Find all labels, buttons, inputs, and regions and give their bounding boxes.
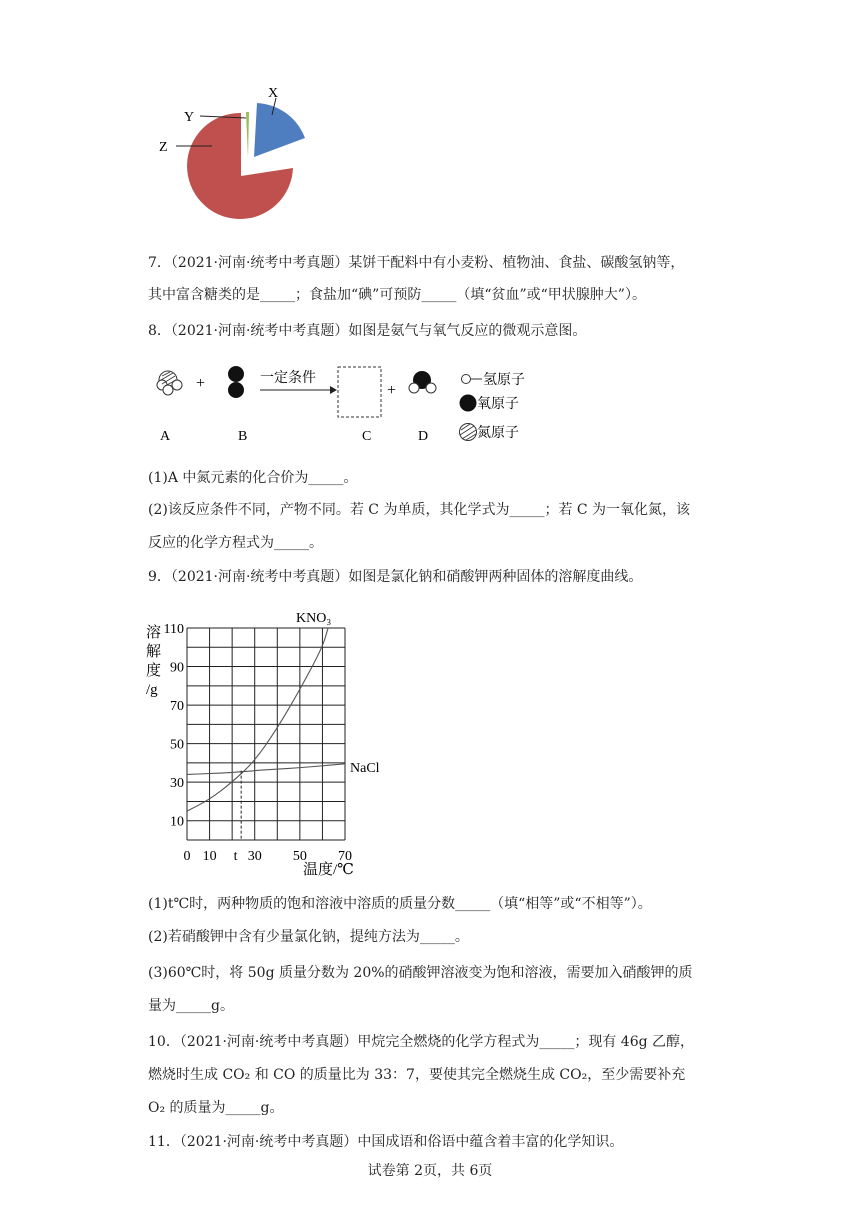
x-tick-label: 0	[183, 849, 191, 864]
q9-sub3-line1: (3)60℃时，将 50g 质量分数为 20%的硝酸钾溶液变为饱和溶液，需要加入硝酸钾的质	[148, 965, 693, 981]
label-a: A	[160, 429, 171, 444]
y-axis-label: /g	[146, 682, 158, 698]
page-footer: 试卷第 2页，共 6页	[367, 1163, 493, 1179]
y-tick-label: 50	[170, 737, 184, 753]
q7-line2: 其中富含糖类的是_____；食盐加“碘”可预防_____（填“贫血”或“甲状腺肿大”）。	[148, 287, 646, 303]
pie-label-x: X	[268, 86, 279, 101]
x-tick-label: 30	[247, 849, 262, 864]
q8-sub2-line2: 反应的化学方程式为_____。	[148, 535, 323, 551]
x-tick-label: 50	[292, 849, 307, 864]
molecule-b	[228, 366, 244, 398]
pie-label-y: Y	[184, 110, 195, 125]
y-tick-label: 10	[170, 814, 184, 830]
q10-line3: O₂ 的质量为_____g。	[148, 1100, 284, 1116]
y-tick-label: 110	[163, 622, 184, 637]
q7-line1: 7．（2021·河南·统考中考真题）某饼干配料中有小麦粉、植物油、食盐、碳酸氢钠等，	[148, 255, 685, 271]
solubility-chart	[140, 606, 400, 878]
plus-sign-1: +	[196, 375, 206, 392]
y-tick-label: 30	[170, 776, 184, 792]
q9-sub1: (1)t℃时，两种物质的饱和溶液中溶质的质量分数_____（填“相等”或“不相等”）。	[148, 896, 652, 912]
y-tick-label: 90	[170, 660, 184, 676]
pie-label-z: Z	[159, 140, 168, 155]
q11-line1: 11．（2021·河南·统考中考真题）中国成语和俗语中蕴含着丰富的化学知识。	[148, 1134, 624, 1150]
label-d: D	[418, 429, 429, 444]
q9-sub2: (2)若硝酸钾中含有少量氯化钠，提纯方法为_____。	[148, 929, 469, 945]
series-label-nacl: NaCl	[350, 761, 380, 776]
q8-line1: 8．（2021·河南·统考中考真题）如图是氨气与氧气反应的微观示意图。	[148, 323, 587, 339]
product-c-box	[338, 367, 381, 417]
q9-line1: 9．（2021·河南·统考中考真题）如图是氯化钠和硝酸钾两种固体的溶解度曲线。	[148, 569, 643, 585]
x-tick-label: 70	[338, 849, 352, 864]
condition-text: 一定条件	[260, 371, 316, 386]
x-tick-label: t	[233, 849, 238, 864]
series-line-kno3	[187, 628, 328, 811]
q9-sub3-line2: 量为_____g。	[148, 998, 234, 1014]
legend-oxygen: 氧原子	[477, 397, 519, 412]
legend-nitrogen-icon	[460, 424, 477, 441]
legend-hydrogen: 氢原子	[483, 373, 525, 388]
q10-line2: 燃烧时生成 CO₂ 和 CO 的质量比为 33：7，要使其完全燃烧生成 CO₂，至少需要补充	[148, 1067, 686, 1083]
label-b: B	[238, 429, 248, 444]
legend-nitrogen: 氮原子	[477, 426, 519, 441]
plus-sign-2: +	[387, 382, 397, 399]
x-axis-label: 温度/℃	[303, 862, 354, 878]
y-axis-label: 度	[146, 663, 162, 679]
q8-sub1: (1)A 中氮元素的化合价为_____。	[148, 470, 358, 486]
series-label-kno3: KNO₃	[296, 611, 332, 626]
q8-sub2-line1: (2)该反应条件不同，产物不同。若 C 为单质，其化学式为_____；若 C 为一氧化氮，该	[148, 502, 691, 518]
label-c: C	[362, 429, 372, 444]
molecule-a	[157, 371, 182, 395]
pie-figure	[140, 80, 320, 240]
y-axis-label: 解	[146, 644, 162, 660]
pie-slice-x	[254, 103, 305, 157]
y-axis-label: 溶	[146, 625, 162, 641]
reaction-diagram	[140, 360, 560, 450]
q10-line1: 10．（2021·河南·统考中考真题）甲烷完全燃烧的化学方程式为_____；现有 46g 乙醇，	[148, 1034, 695, 1050]
molecule-d	[409, 371, 436, 393]
series-line-nacl	[187, 764, 345, 775]
pie-slice-y	[246, 112, 249, 158]
y-tick-label: 70	[170, 699, 184, 715]
x-tick-label: 10	[202, 849, 217, 864]
